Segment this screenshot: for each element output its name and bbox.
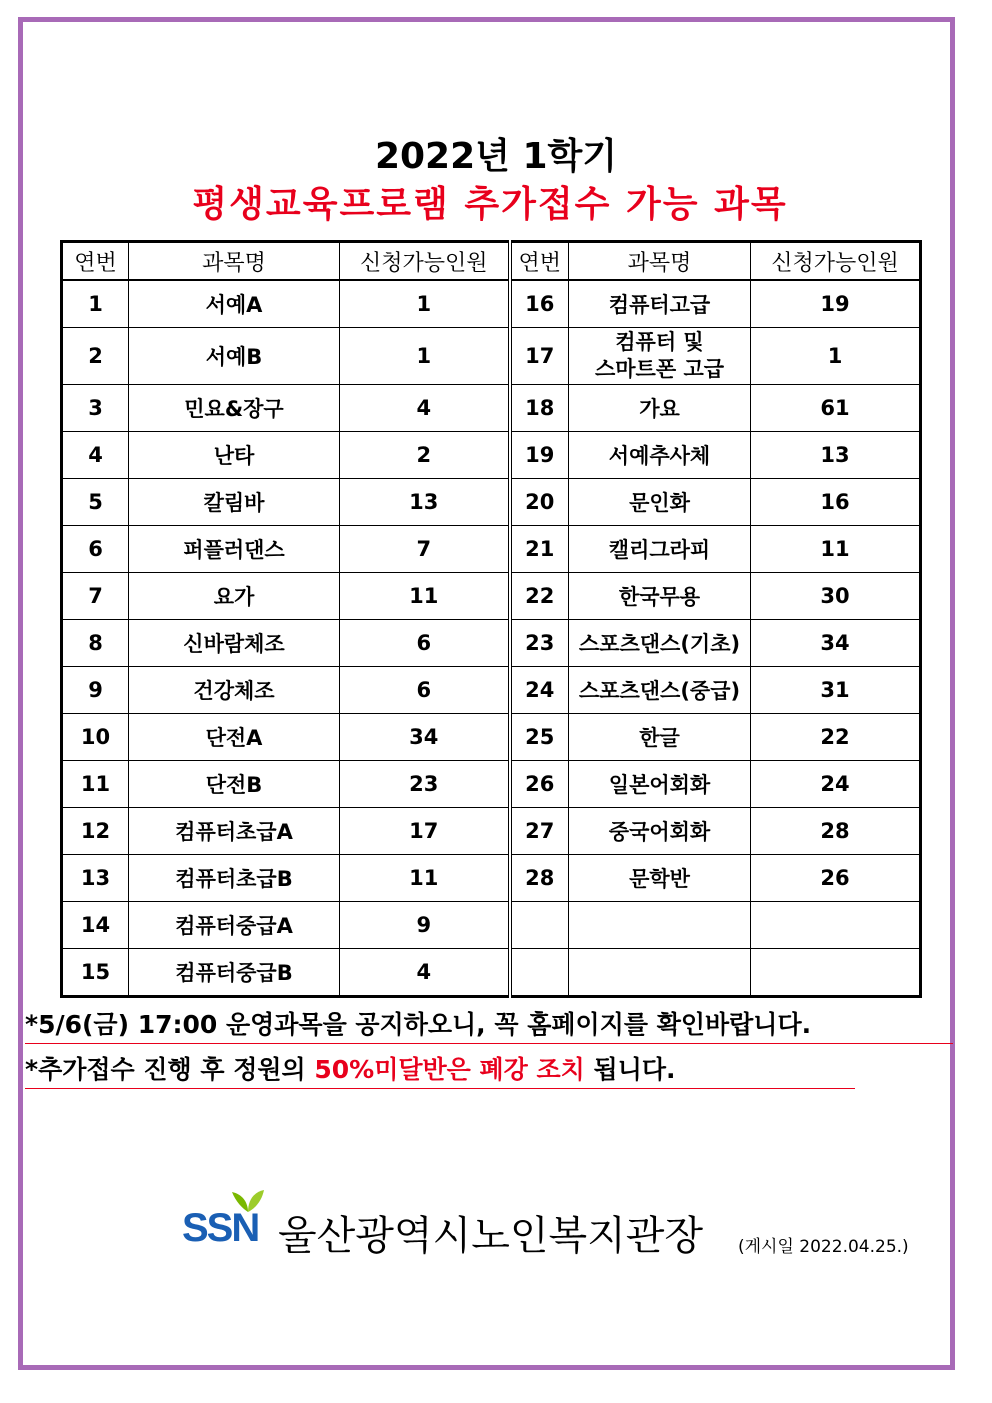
cell-capacity: 4: [340, 385, 510, 432]
cell-no: 26: [510, 761, 569, 808]
cell-capacity: 16: [751, 479, 921, 526]
cell-subject: 신바람체조: [129, 620, 340, 667]
cell-no: 22: [510, 573, 569, 620]
cell-no: 18: [510, 385, 569, 432]
table-row: [62, 620, 921, 667]
cell-subject: 칼림바: [129, 479, 340, 526]
cell-capacity: 2: [340, 432, 510, 479]
cell-subject: 캘리그라피: [569, 526, 751, 573]
notice-text: 됩니다.: [584, 1055, 676, 1084]
cell-capacity: 61: [751, 385, 921, 432]
cell-capacity: 9: [340, 902, 510, 949]
cell-no: 14: [62, 902, 129, 949]
cell-subject: 단전A: [129, 714, 340, 761]
table-row: [62, 808, 921, 855]
table-row: [62, 902, 921, 949]
cell-no: 1: [62, 280, 129, 328]
table-row: [62, 855, 921, 902]
cell-capacity: 13: [340, 479, 510, 526]
cell-subject: 컴퓨터초급B: [129, 855, 340, 902]
table-header-row: [62, 242, 921, 281]
cell-no: 11: [62, 761, 129, 808]
cell-subject: 서예추사체: [569, 432, 751, 479]
cell-no: 5: [62, 479, 129, 526]
table-row: [62, 280, 921, 328]
table-row: [62, 385, 921, 432]
cell-capacity: 11: [340, 855, 510, 902]
cell-subject: 한국무용: [569, 573, 751, 620]
cell-empty: [569, 949, 751, 997]
cell-capacity: 22: [751, 714, 921, 761]
cell-capacity: 13: [751, 432, 921, 479]
cell-no: 6: [62, 526, 129, 573]
table-row: [62, 526, 921, 573]
cell-no: 15: [62, 949, 129, 997]
col-header-capacity: 신청가능인원: [340, 242, 510, 281]
cell-no: 23: [510, 620, 569, 667]
table-row: [62, 949, 921, 997]
cell-subject: 중국어회화: [569, 808, 751, 855]
cell-subject: 컴퓨터중급A: [129, 902, 340, 949]
cell-no: 12: [62, 808, 129, 855]
cell-subject: 요가: [129, 573, 340, 620]
cell-empty: [510, 949, 569, 997]
cell-no: 2: [62, 328, 129, 385]
cell-subject-line: 스마트폰 고급: [594, 357, 725, 381]
cell-capacity: 4: [340, 949, 510, 997]
cell-subject: 건강체조: [129, 667, 340, 714]
cell-subject: 스포츠댄스(중급): [569, 667, 751, 714]
cell-subject: 문인화: [569, 479, 751, 526]
cell-subject: 컴퓨터고급: [569, 280, 751, 328]
cell-no: 4: [62, 432, 129, 479]
cell-subject: 컴퓨터초급A: [129, 808, 340, 855]
table-row: [62, 432, 921, 479]
cell-capacity: 7: [340, 526, 510, 573]
cell-capacity: 1: [340, 280, 510, 328]
cell-no: 16: [510, 280, 569, 328]
cell-subject: 가요: [569, 385, 751, 432]
cell-capacity: 30: [751, 573, 921, 620]
cell-capacity: 6: [340, 620, 510, 667]
cell-no: 9: [62, 667, 129, 714]
cell-capacity: 23: [340, 761, 510, 808]
notice-text: *추가접수 진행 후 정원의: [25, 1055, 315, 1084]
cell-capacity: 11: [340, 573, 510, 620]
logo-ssn-text: SSN: [182, 1206, 259, 1250]
cell-capacity: 19: [751, 280, 921, 328]
title-program: 평생교육프로램 추가접수 가능 과목: [192, 184, 788, 225]
cell-subject: 난타: [129, 432, 340, 479]
cell-no: 19: [510, 432, 569, 479]
col-header-subject: 과목명: [569, 242, 751, 281]
course-table: [60, 240, 922, 998]
cell-capacity: 26: [751, 855, 921, 902]
col-header-capacity: 신청가능인원: [751, 242, 921, 281]
cell-capacity: 1: [340, 328, 510, 385]
cell-capacity: 34: [340, 714, 510, 761]
cell-subject: 일본어회화: [569, 761, 751, 808]
table-row: [62, 714, 921, 761]
table-row: [62, 667, 921, 714]
cell-no: 17: [510, 328, 569, 385]
cell-no: 21: [510, 526, 569, 573]
table-row: [62, 328, 921, 385]
cell-subject: 문학반: [569, 855, 751, 902]
posted-date: (게시일 2022.04.25.): [738, 1237, 909, 1257]
table-row: [62, 479, 921, 526]
cell-no: 20: [510, 479, 569, 526]
cell-subject: 컴퓨터중급B: [129, 949, 340, 997]
cell-capacity: 1: [751, 328, 921, 385]
title-semester: 2022년 1학기: [374, 136, 618, 177]
cell-no: 8: [62, 620, 129, 667]
cell-subject-line: 컴퓨터 및: [615, 330, 704, 354]
cell-subject: [569, 328, 751, 385]
cell-subject: 서예A: [129, 280, 340, 328]
notice-highlight: 50%미달반은 폐강 조치: [314, 1055, 585, 1084]
cell-no: 28: [510, 855, 569, 902]
cell-empty: [569, 902, 751, 949]
notice-announcement: *5/6(금) 17:00 운영과목을 공지하오니, 꼭 홈페이지를 확인바랍니다.: [25, 1005, 953, 1044]
cell-capacity: 34: [751, 620, 921, 667]
cell-empty: [751, 949, 921, 997]
cell-no: 3: [62, 385, 129, 432]
cell-capacity: 17: [340, 808, 510, 855]
cell-capacity: 31: [751, 667, 921, 714]
cell-no: 10: [62, 714, 129, 761]
cell-no: 27: [510, 808, 569, 855]
col-header-no: 연번: [510, 242, 569, 281]
cell-capacity: 28: [751, 808, 921, 855]
col-header-subject: 과목명: [129, 242, 340, 281]
cell-no: 13: [62, 855, 129, 902]
cell-subject: 서예B: [129, 328, 340, 385]
cell-no: 7: [62, 573, 129, 620]
cell-no: 24: [510, 667, 569, 714]
cell-capacity: 24: [751, 761, 921, 808]
cell-subject: 스포츠댄스(기초): [569, 620, 751, 667]
cell-empty: [510, 902, 569, 949]
organization-name: 울산광역시노인복지관장: [278, 1213, 704, 1259]
table-row: [62, 573, 921, 620]
table-row: [62, 761, 921, 808]
cell-subject: 민요&장구: [129, 385, 340, 432]
cell-capacity: 6: [340, 667, 510, 714]
notice-cancellation: [25, 1050, 855, 1089]
cell-no: 25: [510, 714, 569, 761]
col-header-no: 연번: [62, 242, 129, 281]
cell-subject: 단전B: [129, 761, 340, 808]
cell-capacity: 11: [751, 526, 921, 573]
cell-subject: 한글: [569, 714, 751, 761]
cell-subject: 퍼플러댄스: [129, 526, 340, 573]
cell-empty: [751, 902, 921, 949]
